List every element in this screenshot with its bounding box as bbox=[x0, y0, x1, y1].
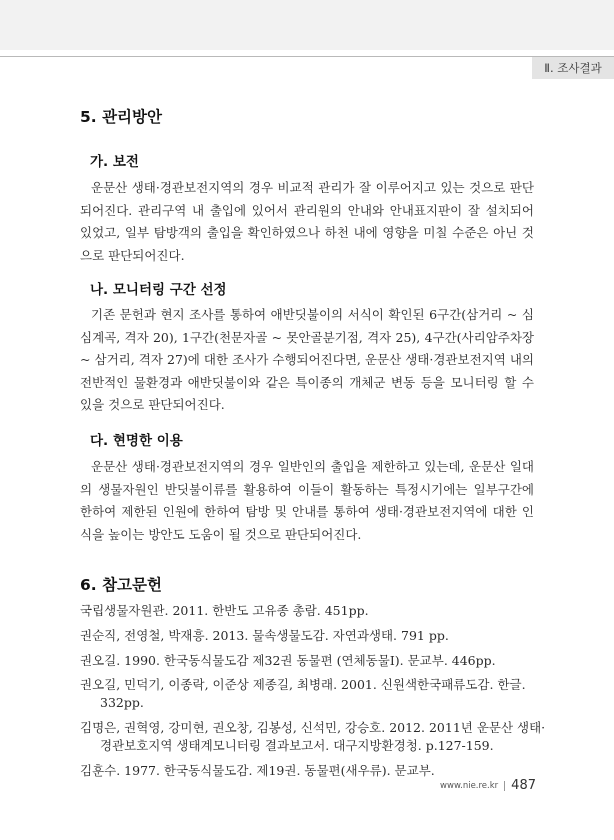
section-5-title: 5. 관리방안 bbox=[80, 108, 162, 126]
reference-item: 국립생물자원관. 2011. 한반도 고유종 총람. 451pp. bbox=[80, 603, 369, 618]
reference-item: 권오길. 1990. 한국동식물도감 제32권 동물편 (연체동물Ⅰ). 문교부. 446pp. bbox=[80, 652, 496, 668]
subsection-b-body bbox=[80, 304, 534, 417]
section-label: Ⅱ. 조사결과 bbox=[544, 61, 602, 75]
reference-item: 권오길, 민덕기, 이종락, 이준상 제종길, 최병래. 2001. 신원색한국패류도감. 한글. 332pp. bbox=[80, 677, 526, 711]
subsection-b-title: 나. 모니터링 구간 선정 bbox=[90, 282, 227, 298]
paragraph: 운문산 생태·경관보전지역의 경우 비교적 관리가 잘 이루어지고 있는 것으로 판단되어진다. 관리구역 내 출입에 있어서 관리원의 안내와 안내표지판이 잘 설치되어 있었고, 일부 탐방객의 출입을 확인하였으나 하천 내에 영향을 미칠 수준은 아닌 것으로 판단되어진다. bbox=[80, 180, 534, 263]
site-url: www.nie.re.kr bbox=[440, 780, 499, 791]
page-footer bbox=[440, 778, 536, 793]
top-band bbox=[0, 0, 614, 50]
paragraph: 운문산 생태·경관보전지역의 경우 일반인의 출입을 제한하고 있는데, 운문산 일대의 생물자원인 반딧불이류를 활용하여 이들이 활동하는 특정시기에는 일부구간에 한하여 제한된 인원에 한하여 탐방 및 안내를 통하여 생태·경관보전지역에 대한 인식을 높이는 방안도 도움이 될 것으로 판단되어진다. bbox=[80, 459, 534, 542]
section-6-title: 6. 참고문헌 bbox=[80, 576, 162, 594]
subsection-a-body bbox=[80, 177, 534, 267]
subsection-c-body bbox=[80, 456, 534, 546]
page-number: 487 bbox=[511, 778, 536, 793]
section-tab bbox=[532, 57, 614, 79]
subsection-c-title: 다. 현명한 이용 bbox=[90, 433, 183, 449]
footer-divider bbox=[504, 781, 505, 791]
reference-item: 김훈수. 1977. 한국동식물도감. 제19권. 동물편(새우류). 문교부. bbox=[80, 762, 435, 778]
reference-item: 김명은, 권혁영, 강미현, 권오창, 김봉성, 신석민, 강승호. 2012. 2011년 운문산 생태·경관보호지역 생태계모니터링 결과보고서. 대구지방환경청. p.127-159. bbox=[80, 720, 546, 754]
reference-list bbox=[80, 602, 548, 787]
subsection-a-title: 가. 보전 bbox=[90, 154, 139, 170]
reference-item: 권순직, 전영철, 박재흥. 2013. 물속생물도감. 자연과생태. 791 pp. bbox=[80, 627, 449, 643]
paragraph: 기존 문헌과 현지 조사를 통하여 애반딧불이의 서식이 확인된 6구간(삼거리 ~ 심심계곡, 격자 20), 1구간(천문자골 ~ 못안골분기점, 격자 25), 4구간(사리암주차장 ~ 삼거리, 격자 27)에 대한 조사가 수행되어진다면, 운문산 생태·경관보전지역 내의 전반적인 물환경과 애반딧불이와 같은 특이종의 개체군 변동 등을 모니터링 할 수 있을 것으로 판단되어진다. bbox=[80, 307, 534, 413]
header-rule bbox=[0, 56, 614, 57]
